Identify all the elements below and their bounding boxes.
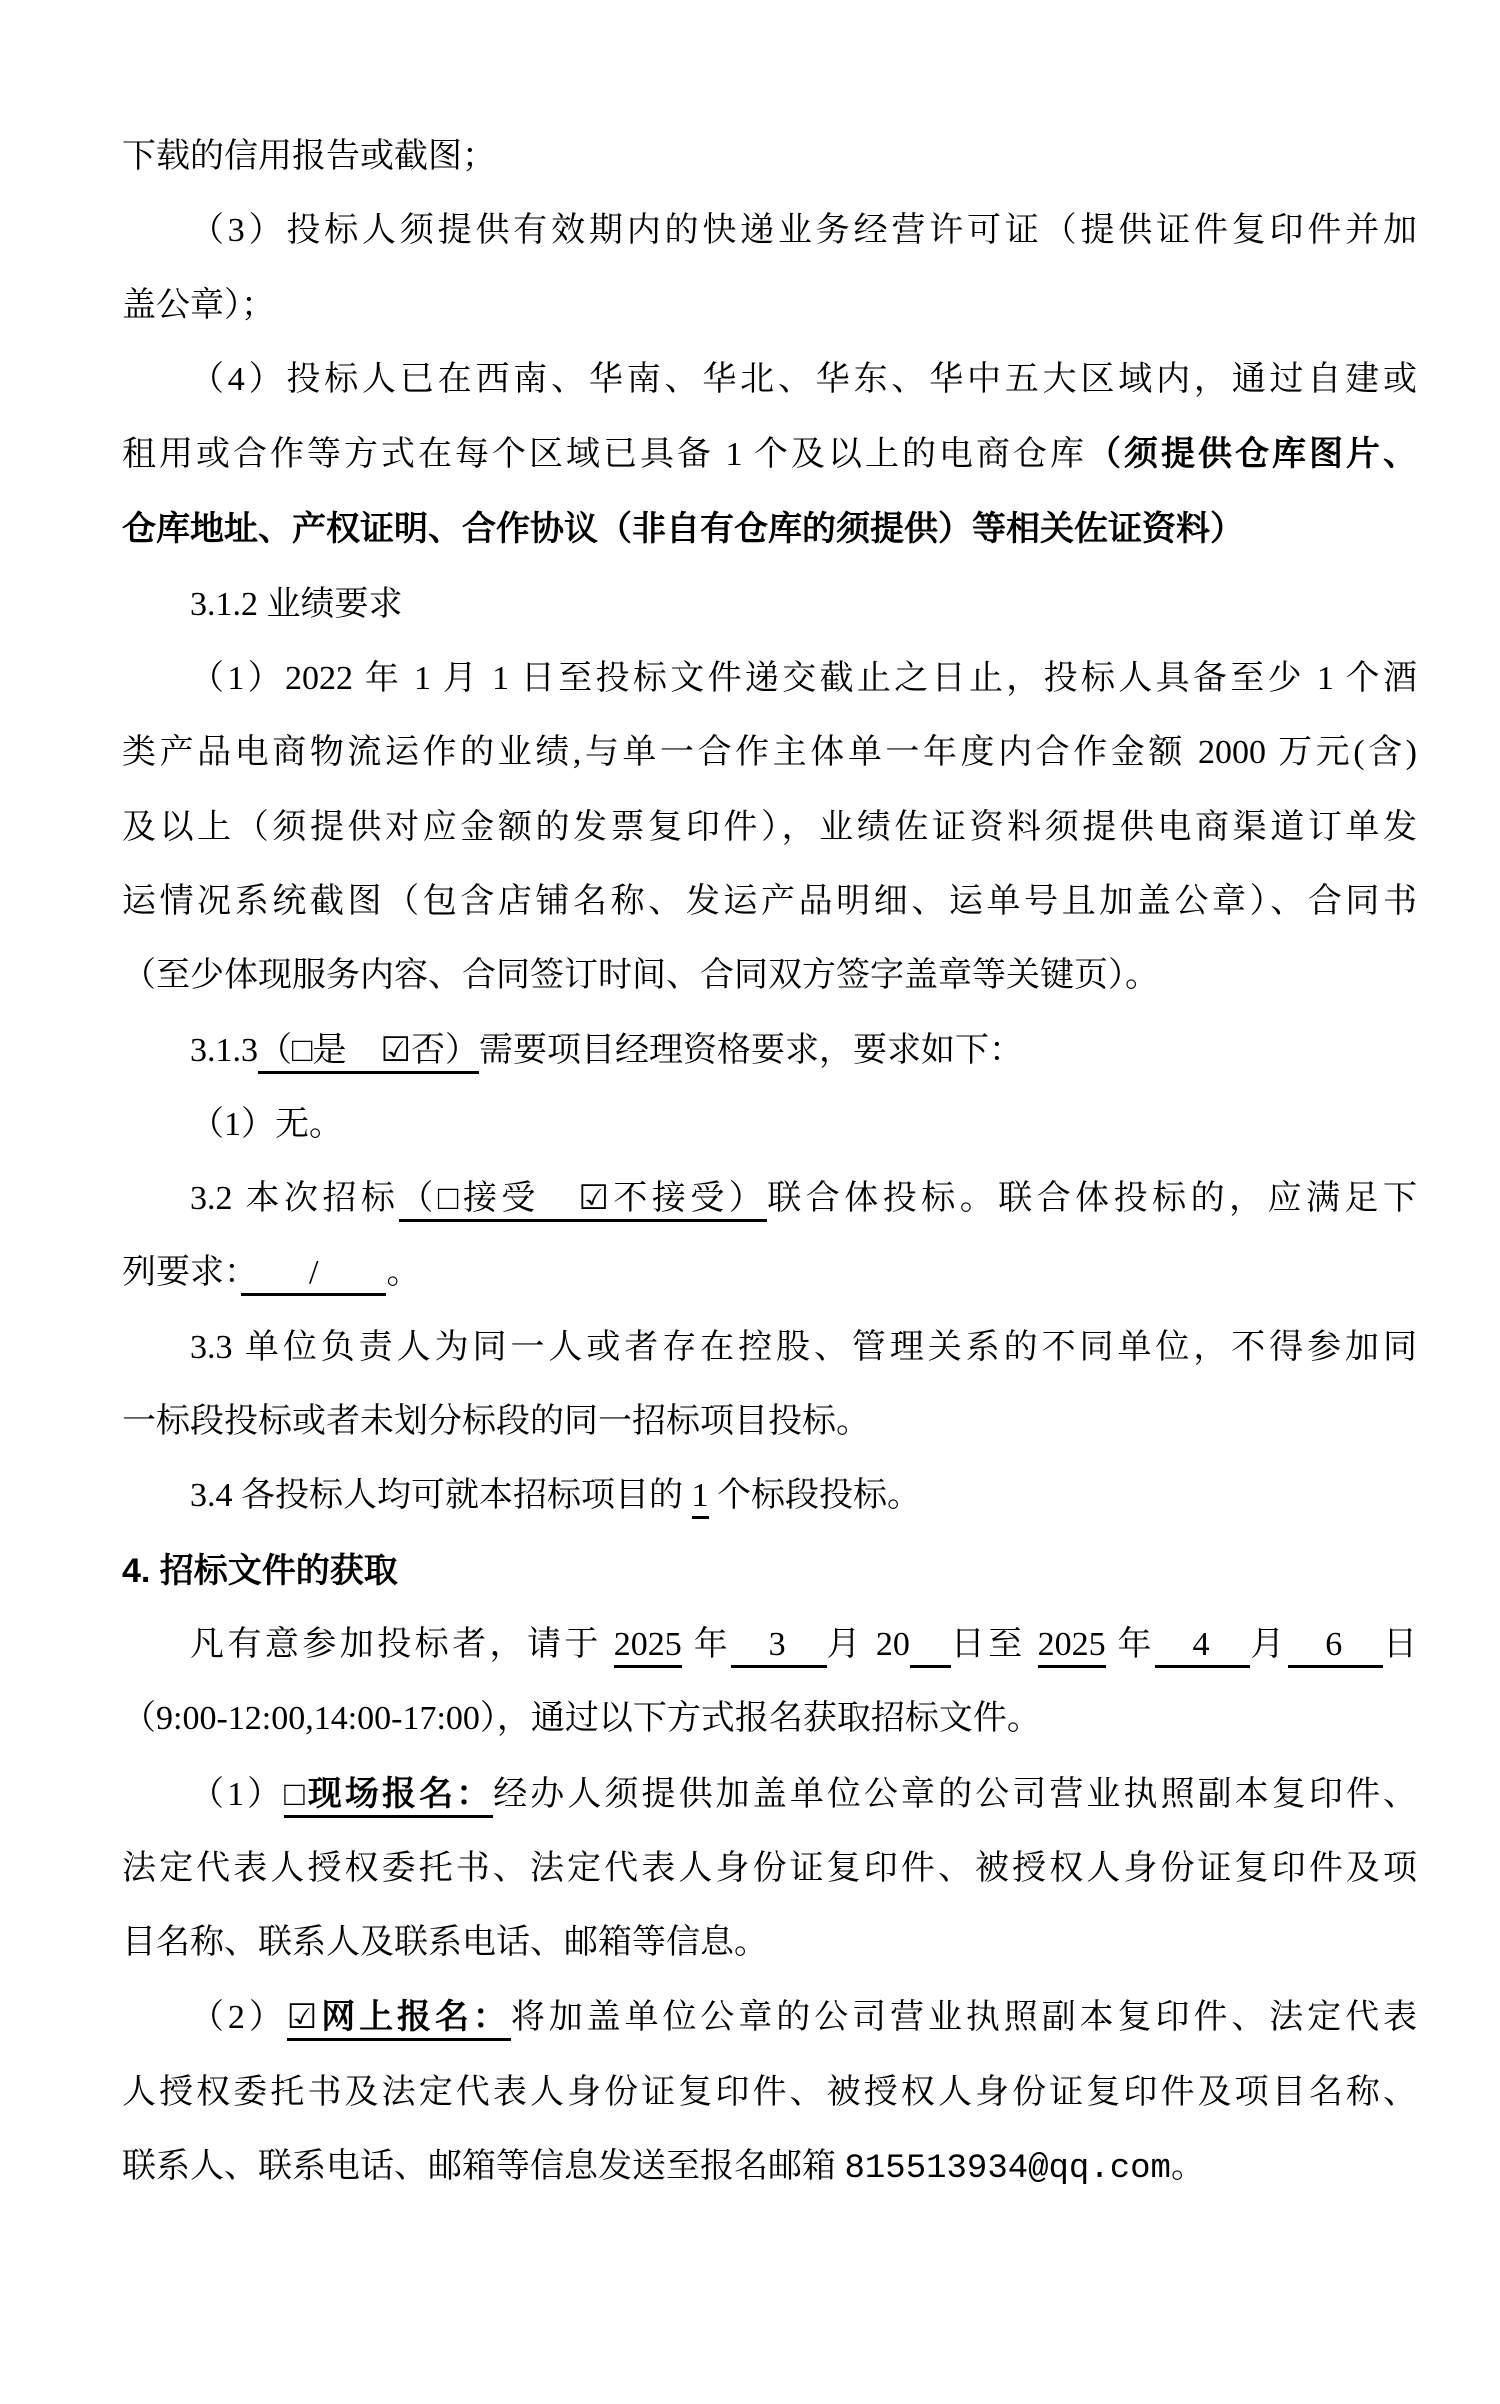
text-segment: 接受 — [462, 1180, 579, 1218]
text-segment: （4）投标人已在西南、华南、华北、华东、华中五大区域内，通过自建或 — [190, 360, 1417, 398]
text-segment: 3.2 本次招标 — [190, 1180, 400, 1218]
text-segment: （2） — [190, 1999, 287, 2037]
text-line — [122, 865, 1417, 939]
text-line — [122, 1459, 1417, 1533]
text-line — [122, 120, 1417, 194]
text-line — [122, 568, 1417, 642]
text-segment: （3）投标人须提供有效期内的快递业务经营许可证（提供证件复印件并加 — [190, 212, 1417, 250]
text-segment: 3.3 单位负责人为同一人或者存在控股、管理关系的不同单位，不得参加同 — [190, 1328, 1417, 1366]
text-segment: （9:00-12:00,14:00-17:00），通过以下方式报名获取招标文件。 — [122, 1700, 1041, 1738]
text-segment: 盖公章）； — [122, 286, 275, 324]
text-line — [122, 1014, 1417, 1088]
text-segment: 4. 招标文件的获取 — [122, 1551, 398, 1590]
text-segment: 不接受） — [608, 1180, 768, 1218]
text-segment: （ — [399, 1180, 438, 1218]
text-line — [122, 1162, 1417, 1236]
text-segment: 联系人、联系电话、邮箱等信息发送至报名邮箱 — [122, 2148, 845, 2186]
text-segment: 列要求： — [122, 1254, 241, 1292]
text-segment: 人授权委托书及法定代表人身份证复印件、被授权人身份证复印件及项目名称、 — [122, 2073, 1417, 2111]
text-segment: 3.1.2 业绩要求 — [190, 585, 403, 623]
text-line — [122, 1608, 1417, 1682]
checkbox-unchecked-icon: □ — [292, 1031, 313, 1069]
text-segment: 运情况系统截图（包含店铺名称、发运产品明细、运单号且加盖公章）、合同书 — [122, 882, 1417, 920]
text-segment: 。 — [386, 1254, 421, 1292]
text-segment: 日 — [1383, 1625, 1418, 1663]
text-segment: （1） — [190, 1775, 285, 1813]
text-segment: / — [241, 1254, 386, 1296]
text-segment: 月 — [1250, 1625, 1288, 1663]
text-line — [122, 1385, 1417, 1459]
text-line — [122, 939, 1417, 1013]
text-line — [122, 1236, 1417, 1310]
text-segment: 将加盖单位公章的公司营业执照副本复印件、法定代表 — [510, 1999, 1418, 2037]
checkbox-checked-icon: ☑ — [578, 1180, 609, 1218]
text-segment: 需要项目经理资格要求，要求如下： — [479, 1031, 1024, 1069]
text-segment: （1）无。 — [190, 1105, 343, 1143]
text-line — [122, 1757, 1417, 1832]
checkbox-checked-icon: ☑ — [380, 1031, 412, 1069]
text-segment: 否） — [411, 1031, 480, 1069]
text-segment — [910, 1626, 951, 1668]
text-segment: 6 — [1288, 1626, 1383, 1668]
checkbox-checked-icon: ☑ — [286, 1999, 318, 2037]
text-line — [122, 1906, 1417, 1980]
text-segment: 凡有意参加投标者，请于 — [190, 1625, 614, 1663]
text-line — [122, 2130, 1417, 2206]
text-segment: 是 — [312, 1031, 381, 1069]
text-segment: （1）2022 年 1 月 1 日至投标文件递交截止之日止，投标人具备至少 1 个酒 — [190, 660, 1417, 698]
text-segment: 法定代表人授权委托书、法定代表人身份证复印件、被授权人身份证复印件及项 — [122, 1849, 1417, 1887]
text-segment: 联合体投标。联合体投标的，应满足下 — [767, 1180, 1418, 1218]
text-line — [122, 1832, 1417, 1906]
text-segment: 1 — [692, 1477, 709, 1519]
text-segment — [399, 1180, 767, 1222]
text-line — [122, 1311, 1417, 1385]
text-segment: 年 — [1105, 1625, 1155, 1663]
text-segment: 及以上（须提供对应金额的发票复印件），业绩佐证资料须提供电商渠道订单发 — [122, 808, 1417, 846]
text-segment — [258, 1032, 479, 1074]
text-segment — [287, 1999, 511, 2041]
text-segment: 。 — [1170, 2148, 1205, 2186]
text-line — [122, 791, 1417, 865]
text-segment: （ — [258, 1031, 292, 1069]
section-heading — [122, 1534, 1417, 1608]
text-segment: 4 — [1155, 1626, 1250, 1668]
text-segment: 目名称、联系人及联系电话、邮箱等信息。 — [122, 1924, 768, 1962]
text-line — [122, 492, 1417, 567]
text-segment: 日至 — [950, 1625, 1038, 1663]
text-segment: 3.4 各投标人均可就本招标项目的 — [190, 1477, 692, 1515]
text-segment: （至少体现服务内容、合同签订时间、合同双方签字盖章等关键页）。 — [122, 957, 1159, 995]
text-line — [122, 642, 1417, 716]
text-line — [122, 343, 1417, 417]
text-segment: 一标段投标或者未划分标段的同一招标项目投标。 — [122, 1403, 870, 1441]
text-segment: 年 — [681, 1625, 732, 1663]
text-segment: 下载的信用报告或截图； — [122, 138, 496, 175]
checkbox-unchecked-icon: □ — [437, 1180, 463, 1218]
text-segment: 2025 — [614, 1626, 682, 1668]
checkbox-unchecked-icon: □ — [284, 1775, 308, 1813]
text-segment: 3 — [731, 1626, 826, 1668]
text-segment: 租用或合作等方式在每个区域已具备 1 个及以上的电商仓库 — [122, 436, 1087, 474]
text-segment: 经办人须提供加盖单位公章的公司营业执照副本复印件、 — [493, 1775, 1418, 1813]
text-line — [122, 194, 1417, 268]
email-address: 815513934@qq.com — [844, 2150, 1171, 2189]
text-line — [122, 1980, 1417, 2055]
text-segment: 类产品电商物流运作的业绩,与单一合作主体单一年度内合作金额 2000 万元(含) — [122, 734, 1417, 772]
text-segment: （须提供仓库图片、 — [1087, 435, 1417, 474]
text-segment: 个标段投标。 — [708, 1477, 921, 1515]
text-segment: 2025 — [1038, 1626, 1106, 1668]
text-line — [122, 1682, 1417, 1756]
text-line — [122, 2056, 1417, 2130]
text-line — [122, 269, 1417, 343]
text-line — [122, 417, 1417, 492]
text-segment: 现场报名： — [307, 1774, 494, 1813]
text-segment: 月 20 — [826, 1625, 910, 1663]
text-segment — [284, 1776, 493, 1818]
text-segment: 3.1.3 — [190, 1031, 258, 1069]
text-segment: 仓库地址、产权证明、合作协议（非自有仓库的须提供）等相关佐证资料） — [122, 510, 1244, 549]
text-line — [122, 1088, 1417, 1162]
text-line — [122, 716, 1417, 790]
text-segment: 网上报名： — [317, 1998, 511, 2037]
